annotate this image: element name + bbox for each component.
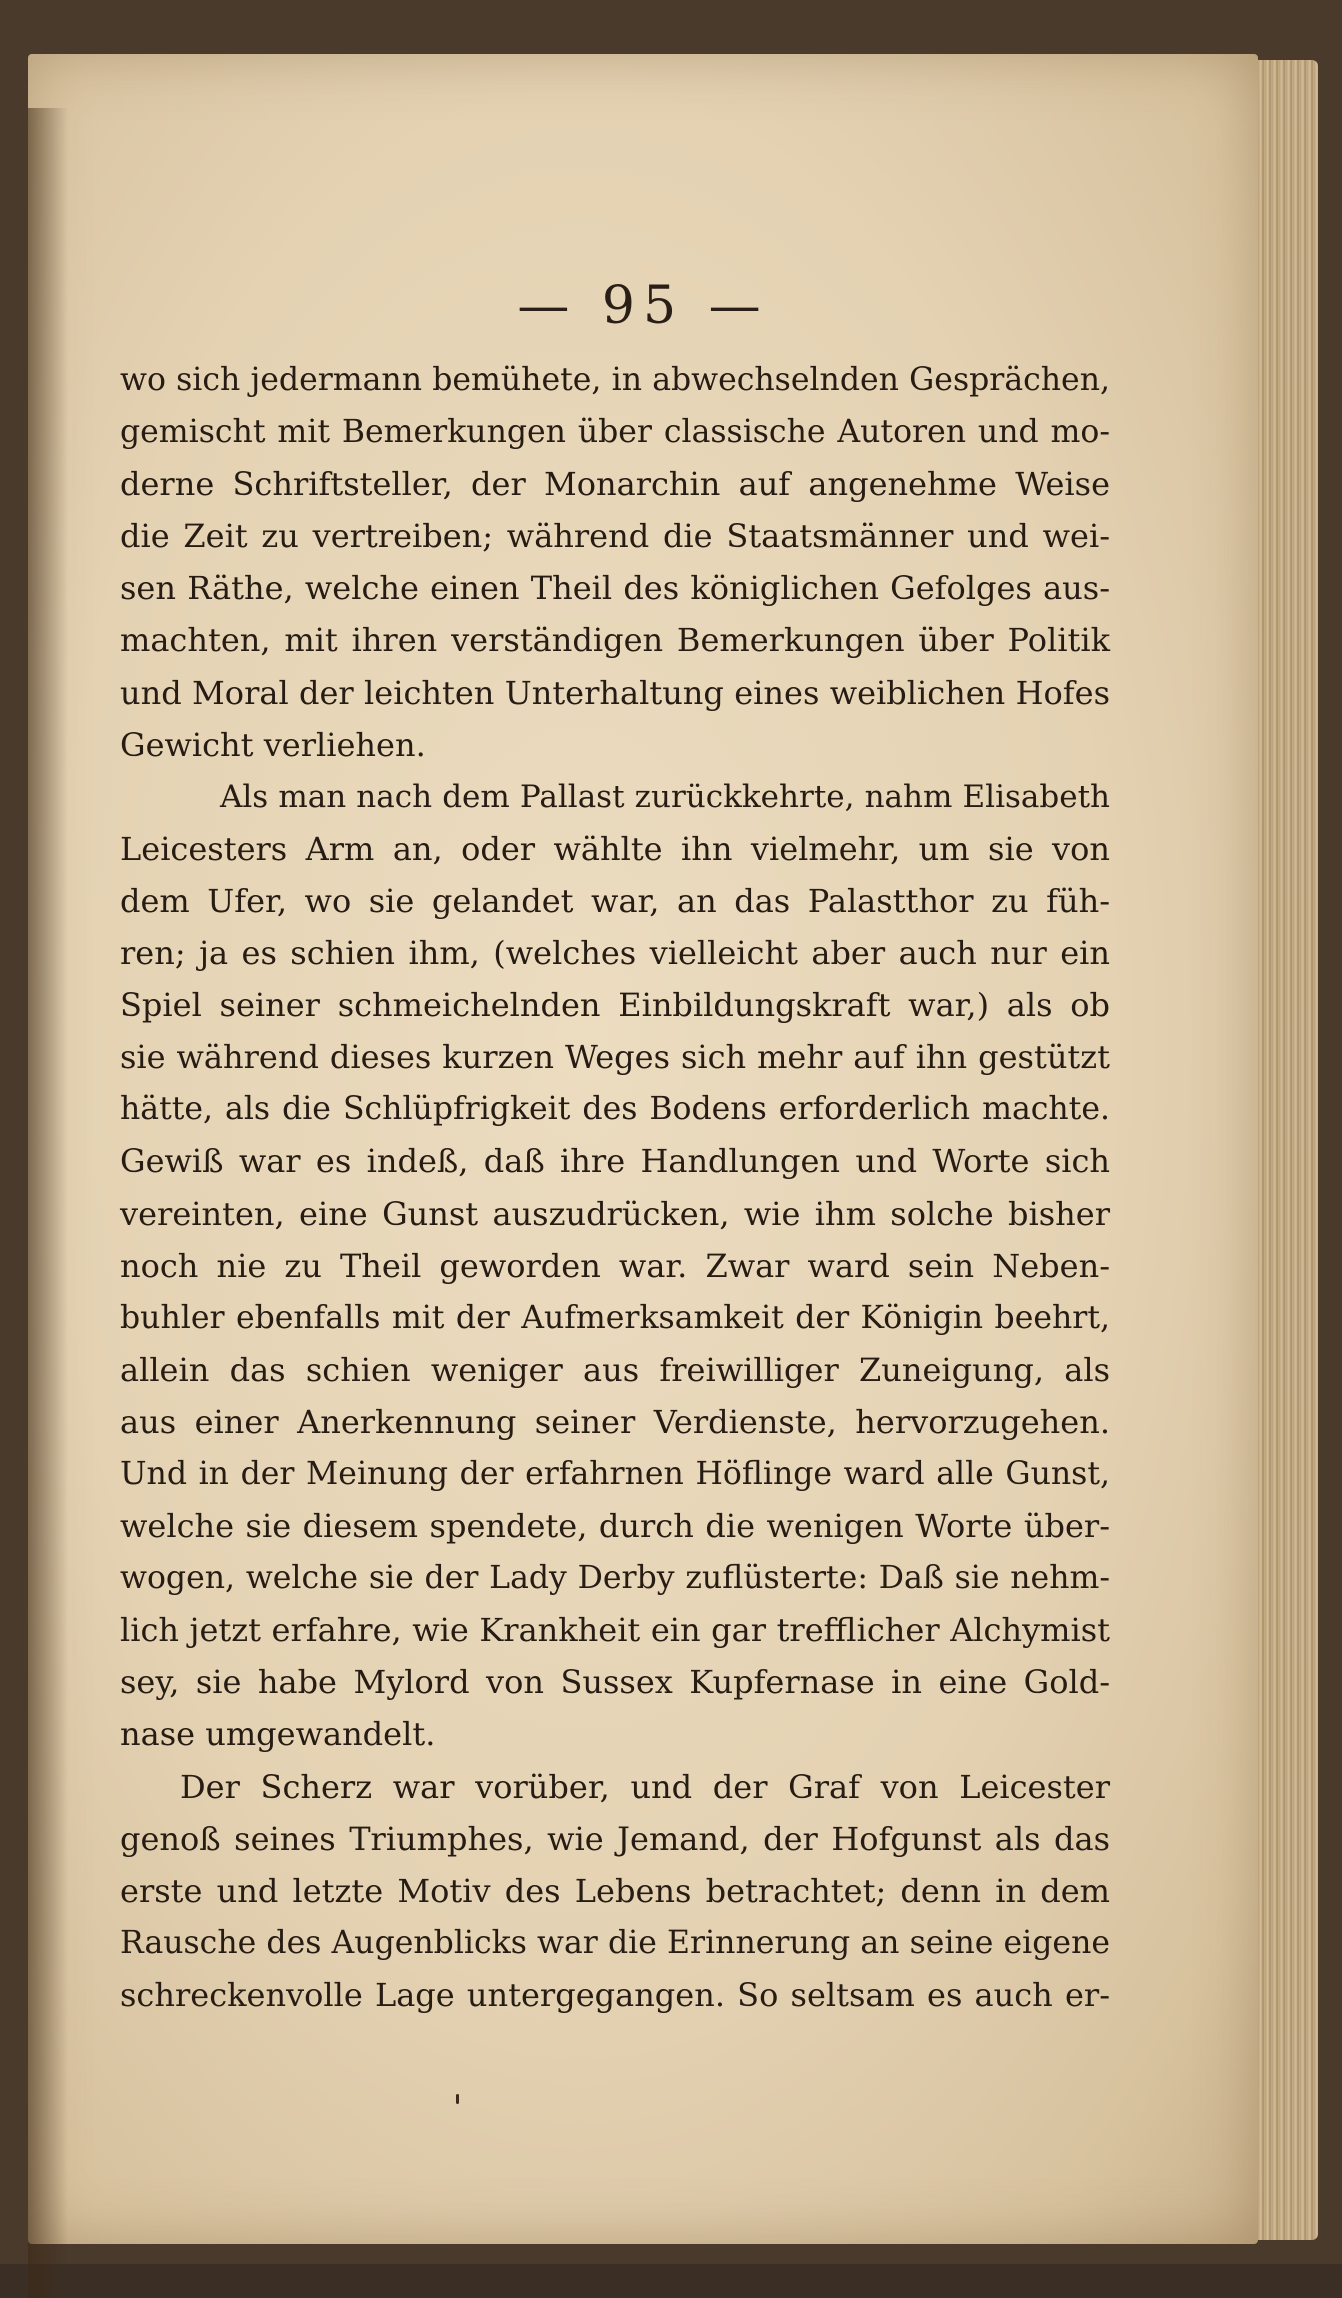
text-line: erste und letzte Motiv des Lebens betrachtet; denn in dem: [120, 1871, 1110, 1910]
text-line: derne Schriftsteller, der Monarchin auf angenehme Weise: [120, 465, 1110, 504]
text-line: gemischt mit Bemerkungen über classische Autoren und mo-: [120, 414, 1110, 451]
paragraph-2: [120, 771, 1110, 1761]
text-line: hätte, als die Schlüpfrigkeit des Bodens erforderlich machte.: [120, 1091, 1110, 1128]
text-line: Gewicht verliehen.: [120, 725, 426, 764]
text-line: Und in der Meinung der erfahrnen Höflinge ward alle Gunst,: [120, 1455, 1110, 1492]
text-line: wo sich jedermann bemühete, in abwechselnden Gesprächen,: [120, 362, 1110, 398]
text-line: lich jetzt erfahre, wie Krankheit ein gar trefflicher Alchymist: [120, 1611, 1110, 1650]
text-line: welche sie diesem spendete, durch die wenigen Worte über-: [120, 1507, 1110, 1546]
text-line: die Zeit zu vertreiben; während die Staatsmänner und wei-: [120, 517, 1110, 556]
text-line: Rausche des Augenblicks war die Erinnerung an seine eigene: [120, 1924, 1110, 1961]
text-line: noch nie zu Theil geworden war. Zwar ward sein Neben-: [120, 1246, 1110, 1285]
ink-speck: [456, 2094, 459, 2104]
text-line: und Moral der leichten Unterhaltung eines weiblichen Hofes: [120, 673, 1110, 712]
text-line: vereinten, eine Gunst auszudrücken, wie ihm solche bisher: [120, 1194, 1110, 1233]
text-line: schreckenvolle Lage untergegangen. So seltsam es auch er-: [120, 1975, 1110, 2014]
text-line: ren; ja es schien ihm, (welches vielleicht aber auch nur ein: [120, 934, 1110, 973]
text-line: Der Scherz war vorüber, und der Graf von Leicester: [180, 1767, 1110, 1806]
text-line: genoß seines Triumphes, wie Jemand, der Hofgunst als das: [120, 1819, 1110, 1858]
text-line: buhler ebenfalls mit der Aufmerksamkeit der Königin beehrt,: [120, 1299, 1110, 1336]
text-line: Gewiß war es indeß, daß ihre Handlungen und Worte sich: [120, 1142, 1110, 1181]
text-line: allein das schien weniger aus freiwilliger Zuneigung, als: [120, 1350, 1110, 1389]
text-line: Als man nach dem Pallast zurückkehrte, nahm Elisabeth: [220, 778, 1110, 815]
text-line: aus einer Anerkennung seiner Verdienste, hervorzugehen.: [120, 1402, 1110, 1441]
paragraph-3: [120, 1761, 1110, 2021]
page-edges: [1258, 60, 1318, 2240]
spine-shadow: [28, 108, 68, 2298]
text-line: Leicesters Arm an, oder wählte ihn vielmehr, um sie von: [120, 829, 1110, 868]
page: [28, 54, 1258, 2244]
text-line: sie während dieses kurzen Weges sich mehr auf ihn gestützt: [120, 1038, 1110, 1077]
page-number: — 95 —: [517, 276, 769, 336]
text-line: dem Ufer, wo sie gelandet war, an das Palastthor zu füh-: [120, 881, 1110, 920]
text-line: Spiel seiner schmeichelnden Einbildungskraft war,) als ob: [120, 986, 1110, 1025]
text-line: machten, mit ihren verständigen Bemerkungen über Politik: [120, 621, 1110, 660]
text-line: nase umgewandelt.: [120, 1715, 436, 1754]
paragraph-1: [120, 354, 1110, 771]
text-line: sey, sie habe Mylord von Sussex Kupfernase in eine Gold-: [120, 1663, 1110, 1702]
text-line: sen Räthe, welche einen Theil des königlichen Gefolges aus-: [120, 569, 1110, 608]
text-line: wogen, welche sie der Lady Derby zuflüsterte: Daß sie nehm-: [120, 1560, 1110, 1597]
body-text: [120, 354, 1110, 2021]
